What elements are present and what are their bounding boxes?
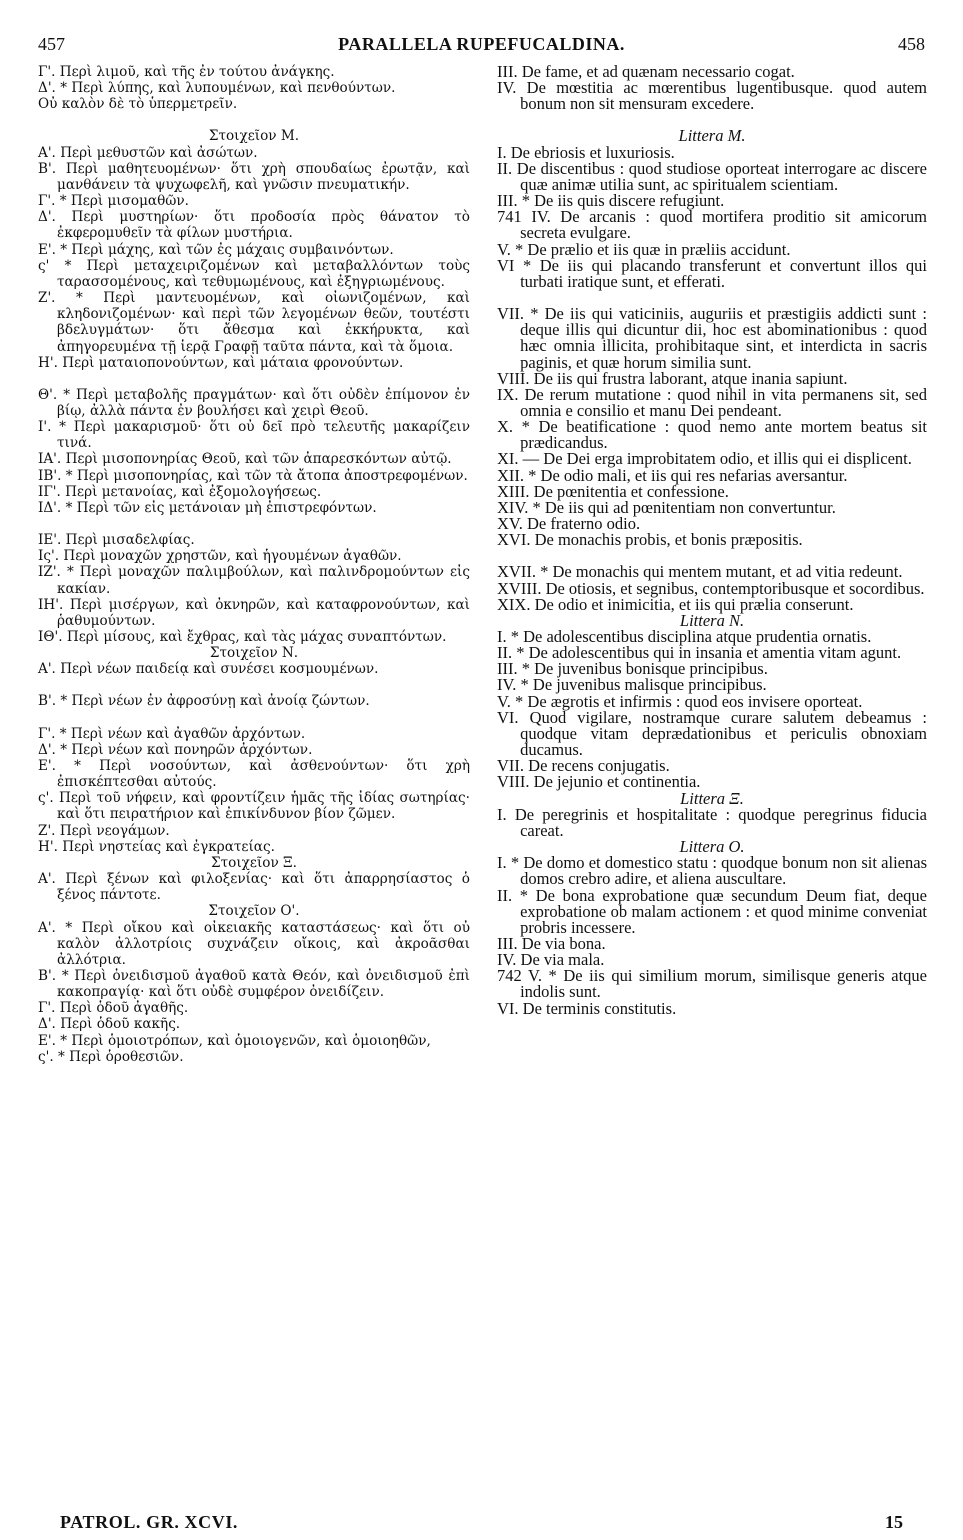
greek-entry: Ι'. * Περὶ μακαρισμοῦ· ὅτι οὐ δεῖ πρὸ τελευτῆς μακαρίζειν τινά.: [38, 419, 470, 452]
latin-column: [497, 64, 927, 1017]
latin-entry: IV. De mœstitia ac mœrentibus lugentibusque. quod autem bonum non sit mensuram excedere.: [497, 78, 927, 114]
greek-entry: Ζ'. * Περὶ μαντευομένων, καὶ οἰωνιζομένων, καὶ κληδονιζομένων· καὶ περὶ τῶν λεγομένων θεῶν, τουτέστι βδελυγμάτων· ὅτι ἄθεσμα καὶ ἐκκήρυκτα, καὶ ἀπηγορευμένα τῇ ἱερᾷ Γραφῇ ταῦτα πάντα, καὶ τὰ ὅμοια.: [38, 290, 470, 355]
greek-entry: ΙΒ'. * Περὶ μισοπονηρίας, καὶ τῶν τὰ ἄτοπα ἀποστρεφομένων.: [38, 467, 468, 484]
greek-column: [38, 64, 470, 1065]
greek-entry: Ε'. * Περὶ νοσούντων, καὶ ἀσθενούντων· ὅτι χρὴ ἐπισκέπτεσθαι αὐτούς.: [38, 757, 470, 791]
page-number-left: 457: [38, 34, 65, 54]
greek-section-heading: Στοιχεῖον Μ.: [208, 128, 300, 145]
latin-entry: XIV. * De iis qui ad pœnitentiam non convertuntur.: [497, 497, 836, 517]
greek-entry: ΙΖ'. * Περὶ μοναχῶν παλιμβούλων, καὶ παλινδρομούντων εἰς κακίαν.: [38, 564, 470, 597]
latin-entry: IV. * De juvenibus malisque principibus.: [497, 675, 767, 695]
latin-entry: XI. — De Dei erga improbitatem odio, et illis qui ei displicent.: [497, 449, 912, 469]
latin-entry: II. * De adolescentibus qui in insania et amentia vitam agunt.: [497, 643, 902, 663]
latin-entry: III. De fame, et ad quænam necessario cogat.: [497, 62, 795, 81]
latin-entry: III. De via bona.: [497, 933, 606, 953]
latin-entry: VIII. De jejunio et continentia.: [497, 772, 701, 792]
latin-entry: V. * De prælio et iis quæ in præliis accidunt.: [497, 239, 791, 259]
greek-entry: Β'. * Περὶ ὀνειδισμοῦ ἀγαθοῦ κατὰ Θεόν, καὶ ὀνειδισμοῦ ἐπὶ κακοπραγίᾳ· καὶ ὅτι οὐδὲ συμφέρον ὀνειδίζειν.: [38, 967, 470, 1001]
latin-entry: XIII. De pœnitentia et confessione.: [497, 481, 729, 501]
greek-entry: Η'. Περὶ νηστείας καὶ ἐγκρατείας.: [38, 838, 275, 855]
latin-section-heading: Littera N.: [679, 610, 745, 630]
latin-entry: XVII. * De monachis qui mentem mutant, et ad vitia redeunt.: [497, 562, 903, 582]
greek-entry: Γ'. Περὶ λιμοῦ, καὶ τῆς ἐν τούτου ἀνάγκης.: [38, 64, 335, 80]
greek-entry: ΙΘ'. Περὶ μίσους, καὶ ἔχθρας, καὶ τὰς μάχας συναπτόντων.: [38, 629, 447, 645]
greek-entry: Ε'. * Περὶ μάχης, καὶ τῶν ἐς μάχαις συμβαινόντων.: [38, 241, 394, 258]
latin-section-heading: Littera Ξ.: [680, 788, 744, 808]
greek-entry: Γ'. * Περὶ μισομαθῶν.: [38, 193, 189, 210]
running-header: [38, 34, 925, 60]
greek-entry: Α'. Περὶ μεθυστῶν καὶ ἀσώτων.: [38, 144, 258, 161]
page-footer: [60, 1512, 903, 1534]
greek-entry: Α'. * Περὶ οἴκου καὶ οἰκειακῆς καταστάσεως· καὶ ὅτι οὐ καλὸν ἀλλοτρίοις συχνάζειν οἴκοις, καὶ ἀκροᾶσθαι ἀλλότρια.: [38, 919, 470, 968]
greek-entry: Ις'. Περὶ μοναχῶν χρηστῶν, καὶ ἡγουμένων ἀγαθῶν.: [38, 548, 402, 565]
greek-entry: Η'. Περὶ ματαιοπονούντων, καὶ μάταια φρονούντων.: [38, 354, 404, 371]
greek-entry: Θ'. * Περὶ μεταβολῆς πραγμάτων· καὶ ὅτι οὐδὲν ἐπίμονον ἐν βίῳ, ἀλλὰ πάντα ἐν βουλήσει καὶ χειρὶ Θεοῦ.: [38, 386, 470, 419]
latin-section-heading: Littera M.: [678, 126, 746, 146]
spacer: [38, 677, 470, 693]
latin-entry: XII. * De odio mali, et iis qui res nefarias aversantur.: [497, 465, 848, 485]
greek-entry: ΙΗ'. Περὶ μισέργων, καὶ ὀκνηρῶν, καὶ καταφρονούντων, καὶ ῥαθυμούντων.: [38, 596, 470, 629]
greek-entry: Οὐ καλὸν δὲ τὸ ὑπερμετρεῖν.: [38, 96, 238, 113]
latin-entry: VII. De recens conjugatis.: [497, 756, 670, 776]
latin-entry: VI. De terminis constitutis.: [497, 998, 677, 1018]
greek-entry: Β'. * Περὶ νέων ἐν ἀφροσύνῃ καὶ ἀνοίᾳ ζώντων.: [38, 693, 370, 710]
greek-entry: ς'. * Περὶ ὁροθεσιῶν.: [38, 1048, 184, 1065]
latin-entry: II. De discentibus : quod studiose oporteat interrogare ac discere quæ animæ utilia sunt, ac spiritualem scientiam.: [497, 158, 927, 194]
spacer: [38, 516, 470, 532]
greek-entry: Δ'. Περὶ μυστηρίων· ὅτι προδοσία πρὸς θάνατον τὸ ἐκφερομυθεῖν τὰ φίλων μυστήρια.: [38, 209, 470, 242]
greek-section-heading: Στοιχεῖον Ν.: [209, 645, 299, 662]
latin-entry: XVIII. De otiosis, et segnibus, contemptoribusque et socordibus.: [497, 578, 925, 598]
latin-entry: III. * De iis quis discere refugiunt.: [497, 191, 725, 211]
latin-entry: X. * De beatificatione : quod nemo ante mortem beatus sit prædicandus.: [497, 417, 927, 453]
spacer: [38, 112, 470, 128]
latin-entry: III. * De juvenibus bonisque principibus.: [497, 659, 768, 679]
latin-entry: VI. Quod vigilare, nostramque curare salutem debeamus : quodque vitam deprædationibus et periculis obnoxiam ducamus.: [497, 707, 927, 760]
greek-entry: ΙΕ'. Περὶ μισαδελφίας.: [38, 532, 195, 549]
greek-entry: ΙΔ'. * Περὶ τῶν εἰς μετάνοιαν μὴ ἐπιστρεφόντων.: [38, 499, 377, 516]
latin-entry: II. * De bona exprobatione quæ secundum Deum fiat, deque exprobatione ob malam actionem : et quod minime conveniat probris incessere.: [497, 885, 927, 937]
greek-entry: Ε'. * Περὶ ὁμοιοτρόπων, καὶ ὁμοιογενῶν, καὶ ὁμοιοηθῶν,: [38, 1032, 431, 1049]
latin-entry: 742 V. * De iis qui similium morum, similisque generis atque indolis sunt.: [497, 966, 927, 1002]
greek-entry: Δ'. Περὶ ὁδοῦ κακῆς.: [38, 1016, 181, 1033]
greek-entry: ς'. Περὶ τοῦ νήφειν, καὶ φροντίζειν ἡμᾶς τῆς ἰδίας σωτηρίας· καὶ ὅτι πειρατήριον καὶ ἐπικίνδυνον βίον ζῶμεν.: [38, 790, 470, 823]
page-number-right: 458: [898, 34, 925, 54]
latin-entry: I. * De adolescentibus disciplina atque prudentia ornatis.: [497, 627, 872, 646]
latin-entry: I. De peregrinis et hospitalitate : quodque peregrinus fiducia careat.: [497, 804, 927, 840]
latin-entry: VII. * De iis qui vaticiniis, auguriis et præstigiis addicti sunt : deque illis qui dicuntur dii, hoc est abominationibus : quod hæc omnia illicita, prohibitaque sint, et interdicta in sacris paginis, et quæ horum similia sunt.: [497, 304, 927, 372]
latin-entry: I. De ebriosis et luxuriosis.: [497, 142, 675, 162]
greek-entry: Α'. Περὶ ξένων καὶ φιλοξενίας· καὶ ὅτι ἀπαρρησίαστος ὁ ξένος πάντοτε.: [38, 871, 470, 904]
spacer: [38, 710, 470, 726]
greek-entry: Δ'. * Περὶ λύπης, καὶ λυπουμένων, καὶ πενθούντων.: [38, 80, 396, 97]
latin-entry: XVI. De monachis probis, et bonis præpositis.: [497, 530, 803, 550]
greek-entry: Ζ'. Περὶ νεογάμων.: [38, 822, 170, 839]
volume-label: PATROL. GR. XCVI.: [60, 1512, 239, 1532]
greek-entry: Γ'. Περὶ ὁδοῦ ἀγαθῆς.: [38, 1000, 189, 1017]
greek-entry: Α'. Περὶ νέων παιδείᾳ καὶ συνέσει κοσμουμένων.: [38, 661, 379, 678]
greek-entry: ΙΑ'. Περὶ μισοπονηρίας Θεοῦ, καὶ τῶν ἀπαρεσκόντων αὐτῷ.: [38, 451, 452, 468]
greek-entry: Δ'. * Περὶ νέων καὶ πονηρῶν ἀρχόντων.: [38, 741, 313, 758]
latin-entry: V. * De ægrotis et infirmis : quod eos invisere oporteat.: [497, 691, 863, 711]
greek-entry: Β'. Περὶ μαθητευομένων· ὅτι χρὴ σπουδαίως ἐρωτᾷν, καὶ μανθάνειν τὰ ψυχωφελῆ, καὶ γνῶσιν πνευματικήν.: [38, 160, 470, 193]
latin-entry: IX. De rerum mutatione : quod nihil in vita permanens sit, sed omnia e consilio et manu Dei pendeant.: [497, 384, 927, 420]
signature-number: 15: [885, 1512, 903, 1532]
latin-section-heading: Littera O.: [679, 837, 745, 857]
latin-entry: I. * De domo et domestico statu : quodque bonum non sit alienas domos crebro adire, et aliena auscultare.: [497, 853, 927, 889]
greek-entry: ς' * Περὶ μεταχειριζομένων καὶ μεταβαλλόντων τοὺς ταρασσομένους, καὶ τεθυμωμένους, καὶ ἐξηγριωμένους.: [38, 257, 470, 290]
latin-entry: XIX. De odio et inimicitia, et iis qui prælia conserunt.: [497, 594, 854, 614]
page-title: PARALLELA RUPEFUCALDINA.: [338, 34, 625, 54]
greek-section-heading: Στοιχεῖον Ξ.: [211, 854, 297, 871]
greek-entry: Γ'. * Περὶ νέων καὶ ἀγαθῶν ἀρχόντων.: [38, 725, 306, 742]
latin-entry: VI * De iis qui placando transferunt et convertunt illos qui turbati iratique sunt, et efferati.: [497, 255, 927, 291]
greek-entry: ΙΓ'. Περὶ μετανοίας, καὶ ἐξομολογήσεως.: [38, 483, 322, 500]
latin-entry: 741 IV. De arcanis : quod mortifera proditio sit amicorum secreta evulgare.: [497, 207, 927, 243]
latin-entry: VIII. De iis qui frustra laborant, atque inania sapiunt.: [497, 368, 848, 388]
spacer: [38, 371, 470, 387]
latin-entry: IV. De via mala.: [497, 950, 605, 970]
latin-entry: XV. De fraterno odio.: [497, 514, 641, 534]
greek-section-heading: Στοιχεῖον Ο'.: [208, 903, 300, 920]
